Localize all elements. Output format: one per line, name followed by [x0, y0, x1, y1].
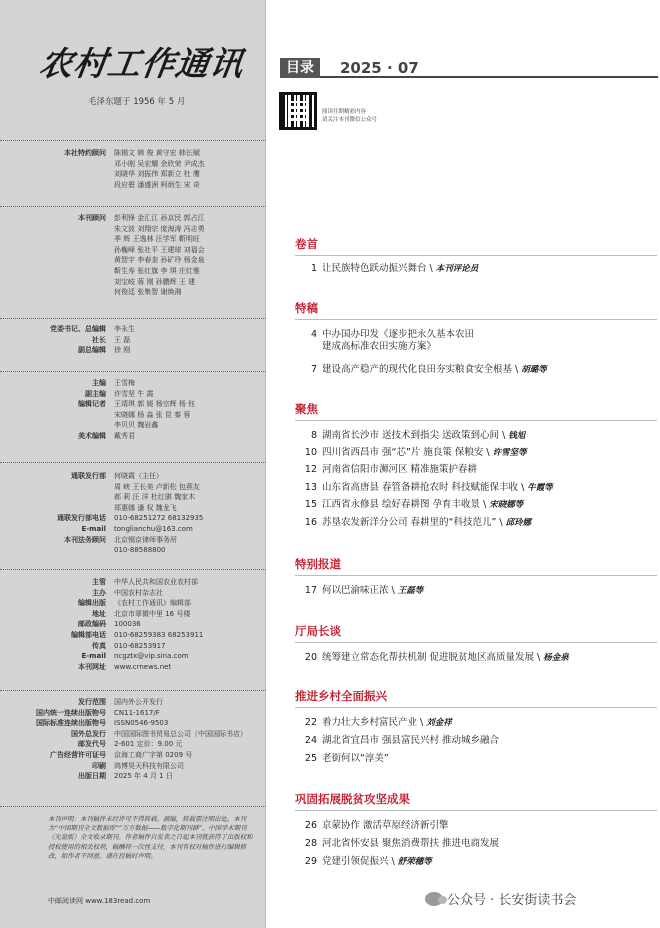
author-separator: \ [534, 652, 544, 663]
page-number: 16 [304, 517, 317, 528]
page-number: 1 [310, 263, 317, 274]
staff-row [0, 266, 266, 277]
article-author: 本刊评论员 [435, 264, 479, 274]
staff-row [0, 324, 266, 335]
staff-value: 刘晓华 刘振伟 郑新立 杜 鹰 [114, 170, 200, 179]
staff-value: 鸿博昊天科技有限公司 [114, 761, 184, 770]
section-rule [295, 575, 657, 576]
section-rule [295, 810, 657, 811]
staff-value: 国内外公开发行 [114, 698, 163, 706]
staff-value: 中国农村杂志社 [114, 588, 163, 597]
article-title: 山东省高唐县 春管备耕抢农时 科技赋能保丰收 [322, 482, 519, 493]
staff-row [0, 213, 266, 224]
staff-value: 黄智宇 李春奎 孙矿玲 杨金泉 [114, 256, 205, 265]
reading-site: 中邮阅读网 www.183read.com [48, 897, 151, 905]
section-title: 聚焦 [295, 402, 318, 416]
staff-label: 社长 [92, 335, 106, 344]
staff-value: 靳生寿 张红旗 李 琪 庄红雅 [114, 266, 200, 275]
staff-label: 发行范围 [78, 698, 106, 706]
article-title-continued: 建成高标准农田实施方案》 [322, 341, 437, 352]
magazine-title: 农村工作通讯 [36, 44, 247, 83]
watermark-text: 公众号 · 长安街读书会 [447, 893, 577, 908]
staff-label: 出版日期 [78, 772, 106, 781]
staff-label: 邮政编码 [78, 620, 106, 629]
staff-value: 周 峡 王长美 卢新松 包燕友 [114, 482, 200, 491]
staff-block [0, 577, 266, 672]
masthead-panel [0, 0, 266, 928]
staff-label: 编辑部电话 [71, 630, 106, 639]
staff-label: 主编 [92, 379, 106, 387]
article-title: 河南省信阳市浉河区 精准施策护春耕 [322, 464, 478, 475]
staff-value: 中华人民共和国农业农村部 [114, 578, 198, 586]
staff-label: 广告经营许可证号 [50, 750, 106, 759]
dotted-divider [0, 462, 266, 463]
staff-block [0, 213, 266, 298]
staff-row [0, 545, 266, 556]
staff-row [0, 410, 266, 421]
staff-value: 段应碧 潘盛洲 柯炳生 宋 奇 [114, 180, 200, 189]
staff-row [0, 471, 266, 482]
staff-value: 徐 刚 [114, 346, 131, 355]
staff-block [0, 324, 266, 356]
staff-row [0, 609, 266, 620]
staff-value: 季 辉 王逸林 汪学军 靳明旺 [114, 235, 200, 244]
staff-value: 010-88588800 [114, 546, 166, 555]
article-author: 宋晓娜等 [489, 500, 524, 510]
staff-row [0, 378, 266, 389]
section-rule [295, 319, 657, 320]
staff-label: 美术编辑 [78, 431, 106, 440]
toc-entry[interactable] [295, 652, 569, 664]
staff-row [0, 718, 266, 729]
toc-entry[interactable] [295, 329, 474, 353]
dotted-divider [0, 140, 266, 141]
section-title: 卷首 [295, 237, 318, 251]
section-rule [295, 642, 657, 643]
staff-value: 中国国际图书贸易总公司（中国国际书店） [114, 729, 247, 738]
author-separator: \ [388, 856, 398, 867]
wechat-icon [425, 892, 443, 906]
author-separator: \ [426, 263, 436, 274]
dotted-divider [0, 206, 266, 207]
article-author: 舒荣穗等 [397, 857, 432, 867]
staff-row [0, 513, 266, 524]
staff-value: www.crnews.net [114, 662, 172, 671]
article-title: 京蒙协作 激活草原经济新引擎 [322, 820, 449, 831]
article-title: 湖南省长沙市 送技术到指尖 送政策到心间 [322, 430, 500, 441]
article-author: 王磊等 [397, 586, 424, 596]
staff-label: E-mail [81, 652, 106, 661]
staff-label: 副总编辑 [78, 346, 106, 355]
toc-entry[interactable] [295, 517, 531, 529]
staff-row [0, 535, 266, 546]
staff-row [0, 619, 266, 630]
staff-row [0, 641, 266, 652]
article-author: 胡璐等 [521, 365, 547, 375]
page-number: 25 [304, 753, 317, 764]
section-title: 巩固拓展脱贫攻坚成果 [295, 792, 410, 806]
page-number: 26 [304, 820, 317, 831]
qr-caption-line: 阅读往期精彩内容 [322, 109, 367, 115]
article-title: 湖北省宜昌市 强县富民兴村 推动城乡融合 [322, 735, 500, 746]
staff-row [0, 588, 266, 599]
staff-value: 宋晓娜 杨 淼 张 昆 秦 蓉 [114, 410, 191, 419]
staff-row [0, 420, 266, 431]
staff-row [0, 729, 266, 740]
dotted-divider [0, 371, 266, 372]
article-title: 党建引领促振兴 [322, 856, 389, 867]
staff-value: 戴秀君 [114, 431, 135, 440]
article-author: 邱玲娜 [505, 518, 532, 528]
staff-row [0, 630, 266, 641]
toc-entry[interactable] [295, 464, 477, 476]
staff-value: 《农村工作通讯》编辑部 [114, 599, 191, 608]
article-title: 让民族特色跃动振兴舞台 [322, 263, 427, 274]
article-title: 四川省西昌市 强“芯”片 施良策 保粮安 [322, 447, 484, 458]
staff-row [0, 651, 266, 662]
staff-value: 2-601 定价：9.00 元 [114, 740, 183, 749]
staff-block [0, 697, 266, 782]
article-title: 建设高产稳产的现代化良田夯实粮食安全根基 [322, 364, 513, 375]
page-number: 28 [304, 838, 317, 849]
article-title: 老街何以“淳美” [322, 753, 389, 764]
author-separator: \ [499, 430, 509, 441]
staff-row [0, 662, 266, 673]
section-rule [295, 255, 657, 256]
staff-label: 副主编 [85, 389, 106, 398]
staff-block [0, 148, 266, 190]
dotted-divider [0, 569, 266, 570]
staff-label: 印刷 [92, 761, 106, 770]
staff-value: 010-68253917 [114, 641, 166, 650]
page-number: 7 [310, 364, 317, 375]
staff-label: 地址 [92, 609, 106, 618]
author-separator: \ [512, 364, 522, 375]
article-author: 刘金祥 [426, 718, 452, 728]
section-title: 特稿 [295, 301, 318, 315]
section-title: 特别报道 [295, 557, 341, 571]
staff-row [0, 148, 266, 159]
staff-row [0, 224, 266, 235]
staff-value: 郑惠娜 潘 权 魏龙飞 [114, 503, 177, 512]
staff-row [0, 739, 266, 750]
staff-row [0, 277, 266, 288]
author-separator: \ [388, 585, 398, 596]
article-title: 江西省永修县 绘好春耕图 孕育丰收景 [322, 499, 481, 510]
author-separator: \ [483, 447, 493, 458]
page-number: 4 [310, 329, 317, 340]
author-separator: \ [480, 499, 490, 510]
staff-label: 国际标准连续出版物号 [36, 719, 106, 728]
page-number: 13 [304, 482, 317, 493]
staff-value: ISSN0546-9503 [114, 719, 169, 728]
staff-row [0, 255, 266, 266]
staff-label: 主管 [92, 578, 106, 586]
staff-value: CN11-1617/F [114, 708, 160, 717]
staff-value: 何俊廷 张集智 谢焕湘 [114, 288, 182, 297]
article-title: 统筹建立常态化帮扶机制 促进脱贫地区高质量发展 [322, 652, 535, 663]
toc-entry[interactable] [295, 838, 499, 850]
staff-row [0, 389, 266, 400]
staff-block [0, 378, 266, 442]
page-number: 20 [304, 652, 317, 663]
toc-entry[interactable] [295, 717, 452, 729]
dotted-divider [0, 318, 266, 319]
article-title: 河北省怀安县 聚焦消费帮扶 推进电商发展 [322, 838, 500, 849]
staff-row [0, 482, 266, 493]
staff-row [0, 761, 266, 772]
section-title: 厅局长谈 [295, 624, 341, 638]
staff-value: 刘宝岐 蒋 刚 孙鹏辉 王 建 [114, 277, 196, 286]
article-title: 中办国办印发《逐步把永久基本农田 [322, 329, 475, 340]
staff-label: 党委书记、总编辑 [50, 325, 106, 333]
staff-row [0, 345, 266, 356]
staff-label: 主办 [92, 588, 106, 597]
staff-value: 陈锡文 韩 俊 黄守宏 韩长赋 [114, 149, 200, 157]
staff-value: 朱文波 刘翔宗 庞海涛 冯志勇 [114, 224, 205, 233]
staff-label: 通联发行部 [71, 472, 106, 480]
staff-row [0, 234, 266, 245]
qr-caption-line: 请关注本刊微信公众号 [322, 117, 378, 123]
copyright-notice: 本刊声明：本刊稿件未经许可不得转载、摘编，转载需注明出处。本刊为“中国期刊全文数据库”“万方数据——数字化期刊群”、中国学术期刊（光盘版）全文收录期刊。作者稿件自发表之日起本刊就获得了出版权和授权使用的相关权利，稿酬将一次性支付，本刊有权对稿件进行编辑修改，如作者不同意，请在投稿时声明。 [48, 815, 253, 860]
toc-entry[interactable] [295, 820, 449, 832]
staff-label: 传真 [92, 641, 106, 650]
staff-value: 2025 年 4 月 1 日 [114, 772, 173, 781]
staff-value: 郝 莉 汪 洋 杜红骐 魏家木 [114, 493, 196, 502]
staff-row [0, 524, 266, 535]
section-rule [295, 420, 657, 421]
article-author: 牛霞等 [527, 483, 553, 493]
staff-row [0, 577, 266, 588]
page-number: 10 [304, 447, 317, 458]
page-number: 22 [304, 717, 317, 728]
toc-entry[interactable] [295, 263, 478, 275]
qr-caption [322, 108, 377, 124]
staff-value: 许雪坚 牛 霞 [114, 389, 154, 398]
staff-label: 国内统一连续出版物号 [36, 708, 106, 717]
toc-entry[interactable] [295, 735, 499, 747]
staff-value: 李永生 [114, 325, 135, 333]
staff-value: ncgztx@vip.sina.com [114, 652, 189, 661]
author-separator: \ [518, 482, 528, 493]
staff-label: 编辑出版 [78, 599, 106, 608]
staff-value: 北京市翠微中里 16 号楼 [114, 609, 191, 618]
staff-value: 王靖琪 郭 媛 杨宗辉 杨 钰 [114, 400, 196, 409]
toc-entry[interactable] [295, 482, 553, 494]
page-number: 8 [310, 430, 317, 441]
article-author: 许雪坚等 [492, 448, 527, 458]
article-title: 着力壮大乡村富民产业 [322, 717, 418, 728]
staff-block [0, 471, 266, 556]
toc-entry[interactable] [295, 499, 523, 511]
article-author: 钱旭 [508, 431, 526, 441]
staff-value: 王雪梅 [114, 379, 135, 387]
staff-row [0, 159, 266, 170]
section-rule [295, 707, 657, 708]
staff-label: 邮发代号 [78, 740, 106, 749]
staff-label: 编辑记者 [78, 400, 106, 409]
staff-value: tonglianchu@163.com [114, 524, 193, 533]
staff-value: 李贝贝 魏岩鑫 [114, 421, 159, 430]
staff-row [0, 492, 266, 503]
article-title: 何以巴渝味正浓 [322, 585, 389, 596]
contents-label: 目录 [280, 58, 320, 78]
staff-label: 本刊法务顾问 [64, 535, 106, 544]
page-number: 29 [304, 856, 317, 867]
toc-entry[interactable] [295, 753, 389, 765]
staff-label: E-mail [81, 524, 106, 533]
toc-entry[interactable] [295, 430, 525, 442]
author-separator: \ [496, 517, 506, 528]
dotted-divider [0, 806, 266, 807]
staff-value: 100036 [114, 620, 141, 629]
staff-label: 本社特约顾问 [64, 149, 106, 157]
page-number: 12 [304, 464, 317, 475]
staff-row [0, 750, 266, 761]
staff-row [0, 399, 266, 410]
staff-label: 国外总发行 [71, 729, 106, 738]
staff-value: 京海工商广字第 0209 号 [114, 750, 193, 759]
staff-value: 孙巍峰 张社平 王建球 刘福会 [114, 245, 205, 254]
toc-entry[interactable] [295, 856, 432, 868]
staff-row [0, 431, 266, 442]
staff-value: 何晓霞（主任） [114, 472, 163, 480]
wechat-watermark [425, 889, 576, 908]
staff-value: 北京锡京律师事务所 [114, 535, 177, 544]
article-title: 苏垦农发新洋分公司 春耕里的“科技范儿” [322, 517, 497, 528]
staff-value: 彭利锋 金汇江 孙京民 郭占江 [114, 214, 205, 222]
section-title: 推进乡村全面振兴 [295, 689, 387, 703]
toc-entry[interactable] [295, 585, 423, 597]
issue-number: 2025 · 07 [340, 59, 419, 77]
contents-header-bar [280, 58, 658, 78]
toc-entry[interactable] [295, 447, 527, 459]
author-separator: \ [417, 717, 427, 728]
staff-value: 010-68251272 68132935 [114, 514, 204, 523]
qr-code[interactable] [279, 92, 317, 130]
article-author: 杨金泉 [543, 653, 569, 663]
dotted-divider [0, 690, 266, 691]
staff-row [0, 287, 266, 298]
page-number: 24 [304, 735, 317, 746]
staff-row [0, 697, 266, 708]
staff-row [0, 335, 266, 346]
page-number: 15 [304, 499, 317, 510]
staff-value: 王 磊 [114, 335, 131, 344]
toc-entry[interactable] [295, 364, 547, 376]
staff-value: 010-68259383 68253911 [114, 630, 204, 639]
calligraphy-credit: 毛泽东题于 1956 年 5 月 [88, 97, 186, 107]
staff-row [0, 708, 266, 719]
staff-row [0, 503, 266, 514]
staff-row [0, 245, 266, 256]
staff-label: 本刊网址 [78, 662, 106, 671]
staff-row [0, 180, 266, 191]
staff-label: 本刊顾问 [78, 214, 106, 222]
staff-row [0, 169, 266, 180]
staff-row [0, 771, 266, 782]
staff-row [0, 598, 266, 609]
staff-label: 通联发行部电话 [57, 514, 106, 523]
staff-value: 邓小刚 吴宏耀 余欣荣 尹成杰 [114, 159, 205, 168]
page-number: 17 [304, 585, 317, 596]
